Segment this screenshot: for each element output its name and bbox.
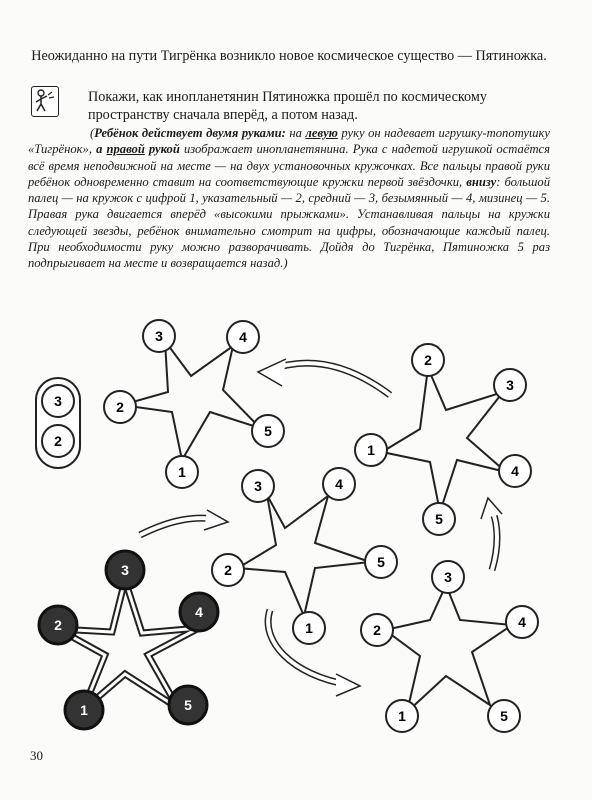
star1-circle-3: 3: [121, 562, 129, 578]
star1-circle-1: 1: [80, 702, 88, 718]
star5-circle-5: 5: [500, 708, 508, 724]
star2-circle-1: 1: [178, 464, 186, 480]
start-circle-2: 2: [54, 433, 62, 449]
star-path-diagram: [0, 300, 592, 750]
instruction-text: [88, 88, 550, 124]
star2-circle-5: 5: [264, 423, 272, 439]
note-underline: левую: [305, 126, 338, 140]
star5-circle-3: 3: [444, 569, 452, 585]
star2-circle-2: 2: [116, 399, 124, 415]
note-part: : большой палец — на кружок с цифрой 1, указательный — 2, средний — 3, безымянный — 4, мизинец — 5. Правая рука двигается вперёд «высокими прыжками». Устанавливая пальцы на кружки следующей звезды, ребёнок внимательно смотрит на цифры, обозначающие каждый палец. При необходимости руку можно разворачивать. Дойдя до Тигрёнка, Пятиножка 5 раз подпрыгивает на месте и возвращается назад.): [28, 174, 550, 271]
star1-circle-4: 4: [195, 604, 203, 620]
star2-circle-3: 3: [155, 328, 163, 344]
star4-circle-5: 5: [435, 511, 443, 527]
star5-circle-2: 2: [373, 622, 381, 638]
child-hand-icon: [31, 86, 59, 117]
note-bold: а: [96, 142, 103, 157]
star3-circle-5: 5: [377, 554, 385, 570]
note-part: руку он надевает игрушку-топотушку «Тигрёнок»,: [28, 126, 551, 157]
star4-circle-4: 4: [511, 463, 519, 479]
note-underline: правой: [106, 142, 145, 157]
instruction-body: Покажи, как инопланетянин Пятиножка прошёл по космическому пространству сначала вперёд, а потом назад.: [88, 89, 487, 123]
star-4: [355, 344, 531, 535]
teacher-note: [28, 125, 550, 272]
star1-circle-5: 5: [184, 697, 192, 713]
star5-circle-1: 1: [398, 708, 406, 724]
star4-circle-2: 2: [424, 352, 432, 368]
star3-circle-2: 2: [224, 562, 232, 578]
start-pair: [36, 378, 80, 468]
star-5: [361, 561, 538, 732]
note-part: на: [285, 126, 306, 140]
star3-circle-3: 3: [254, 478, 262, 494]
star-1: [39, 551, 218, 729]
intro-text: Неожиданно на пути Тигрёнка возникло новое космическое существо — Пятиножка.: [31, 48, 547, 64]
star1-circle-2: 2: [54, 617, 62, 633]
star4-circle-1: 1: [367, 442, 375, 458]
note-part: изображает инопланетянина. Рука с надетой игрушкой остаётся всё время неподвижной на месте — на двух установочных кружочках. Все пальцы правой руки ребёнок одновременно ставит на соответствующие кружки первой звёздочки,: [28, 142, 550, 189]
page-number: 30: [30, 748, 43, 763]
star5-circle-4: 4: [518, 614, 526, 630]
note-bold: Ребёнок действует двумя руками:: [94, 126, 286, 140]
star3-circle-4: 4: [335, 476, 343, 492]
note-part: (: [90, 126, 95, 140]
star-2: [104, 320, 284, 488]
star4-circle-3: 3: [506, 377, 514, 393]
start-circle-3: 3: [54, 393, 62, 409]
star3-circle-1: 1: [305, 620, 313, 636]
note-bold: рукой: [148, 142, 180, 157]
note-bold: внизу: [466, 174, 497, 189]
star2-circle-4: 4: [239, 329, 247, 345]
